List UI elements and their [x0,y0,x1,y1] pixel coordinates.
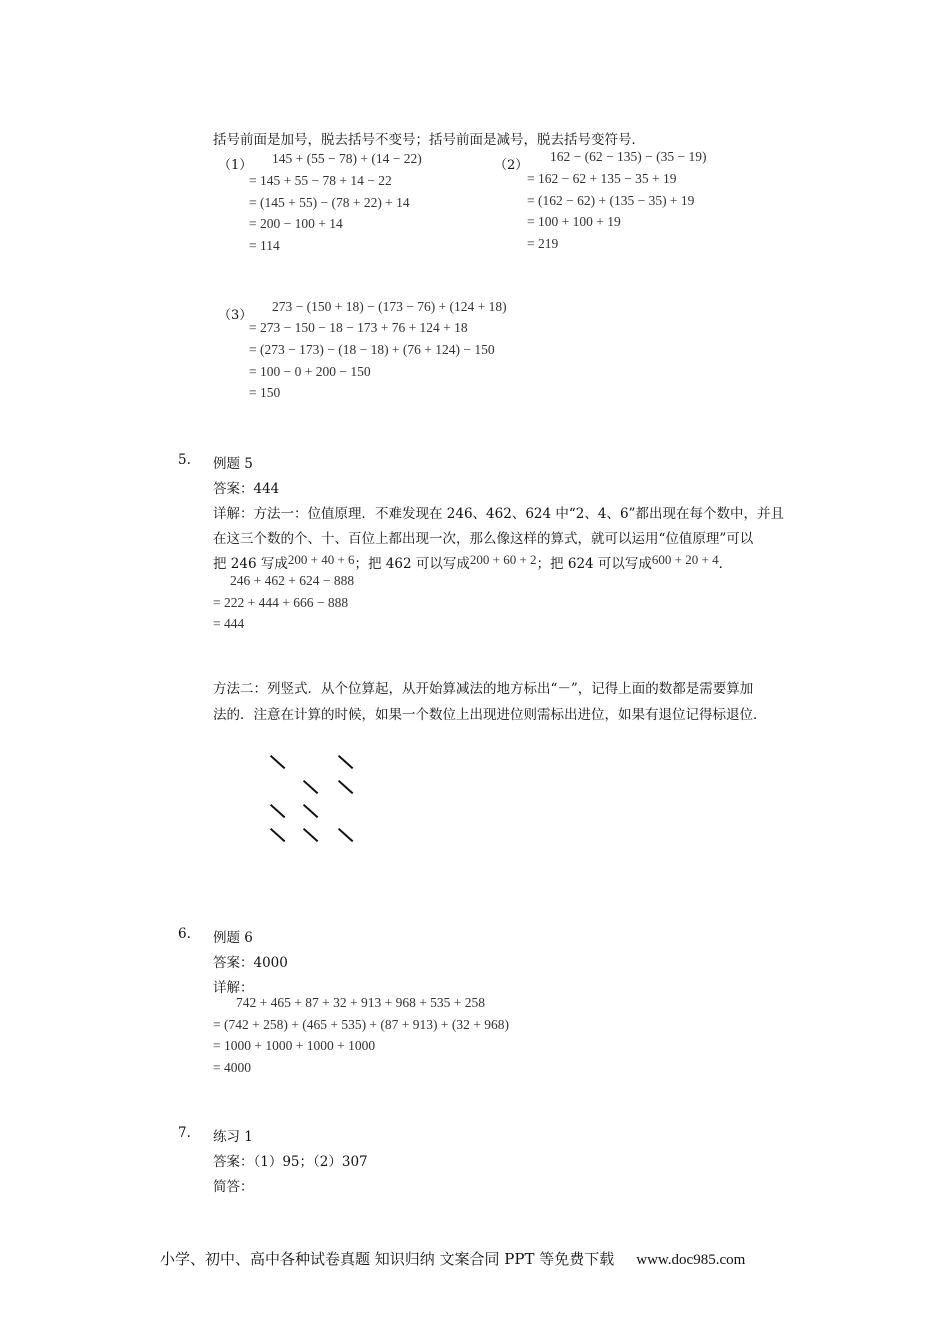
detail-text: ． [718,556,733,572]
question-7-number: 7. [178,1125,191,1141]
question-5-detail-line: 在这三个数的个、十、百位上都出现一次，那么像这样的算式，就可以运用“位值原理”可以 [213,531,754,547]
problem-1-line: 145 + (55 − 78) + (14 − 22) [272,151,422,166]
footer-text: 小学、初中、高中各种试卷真题 知识归纳 文案合同 PPT 等免费下载 [160,1250,615,1268]
page-footer [160,1248,745,1269]
problem-1-line: = 200 − 100 + 14 [249,216,343,231]
question-6-calc-line: = 4000 [213,1060,251,1075]
problem-1-line: = 145 + 55 − 78 + 14 − 22 [249,173,392,188]
question-5-calc-line: = 222 + 444 + 666 − 888 [213,595,349,610]
question-6-calc-line: = (742 + 258) + (465 + 535) + (87 + 913) + (32 + 968) [213,1017,509,1032]
inline-math: 200 + 60 + 2 [469,552,537,567]
intro-rule: 括号前面是加号，脱去括号不变号；括号前面是减号，脱去括号变符号． [213,132,645,148]
problem-3-line: = 273 − 150 − 18 − 173 + 76 + 124 + 18 [249,320,468,335]
slash-mark [303,828,319,842]
problem-2-line: 162 − (62 − 135) − (35 − 19) [550,149,707,164]
slash-mark [338,828,354,842]
question-6-title: 例题 6 [213,930,253,946]
slash-mark [303,804,319,818]
problem-2-line: = 100 + 100 + 19 [527,214,621,229]
method-2-line: 方法二：列竖式．从个位算起，从开始算减法的地方标出“－”，记得上面的数都是需要算加 [213,681,754,697]
problem-1-line: = 114 [249,238,280,253]
question-5-title: 例题 5 [213,456,253,472]
question-5-answer: 答案：444 [213,481,280,497]
footer-url[interactable]: www.doc985.com [636,1252,746,1268]
problem-2-line: = 219 [527,236,559,251]
problem-3-line: = 150 [249,385,281,400]
detail-text: ；把 462 可以写成 [354,556,470,572]
question-6-detail: 详解： [213,980,254,996]
problem-2-line: = (162 − 62) + (135 − 35) + 19 [527,193,695,208]
problem-1-line: = (145 + 55) − (78 + 22) + 14 [249,195,410,210]
question-6-calc-line: 742 + 465 + 87 + 32 + 913 + 968 + 535 + 258 [236,995,486,1010]
slash-mark [338,780,354,794]
inline-math: 200 + 40 + 6 [287,552,355,567]
slash-mark [270,804,286,818]
question-6-answer: 答案：4000 [213,955,288,971]
detail-text: 把 246 写成 [213,556,288,572]
question-7-answer: 答案：（1）95；（2）307 [213,1154,368,1170]
problem-3-line: = (273 − 173) − (18 − 18) + (76 + 124) − 150 [249,342,495,357]
problem-2-line: = 162 − 62 + 135 − 35 + 19 [527,171,677,186]
question-5-calc-line: 246 + 462 + 624 − 888 [230,573,355,588]
problem-2-label: （2） [494,158,529,173]
problem-3-line: = 100 − 0 + 200 − 150 [249,364,371,379]
problem-3-line: 273 − (150 + 18) − (173 − 76) + (124 + 18) [272,299,507,314]
question-7-brief: 简答： [213,1179,254,1195]
question-6-calc-line: = 1000 + 1000 + 1000 + 1000 [213,1038,376,1053]
question-5-detail-line: 详解：方法一：位值原理．不难发现在 246、462、624 中“2、4、6”都出现在每个数中，并且 [213,506,784,522]
detail-text: ；把 624 可以写成 [536,556,652,572]
question-7-title: 练习 1 [213,1129,253,1145]
problem-3-label: （3） [218,308,253,323]
question-6-number: 6. [178,926,191,942]
inline-math: 600 + 20 + 4 [651,552,719,567]
slash-mark [270,828,286,842]
question-5-calc-line: = 444 [213,616,245,631]
slash-mark [338,755,354,769]
question-5-number: 5. [178,452,191,468]
method-2-line: 法的．注意在计算的时候，如果一个数位上出现进位则需标出进位，如果有退位记得标退位． [213,707,767,723]
slash-mark [303,780,319,794]
problem-1-label: （1） [218,158,253,173]
question-5-detail-line-3 [213,552,732,572]
slash-mark [270,755,286,769]
